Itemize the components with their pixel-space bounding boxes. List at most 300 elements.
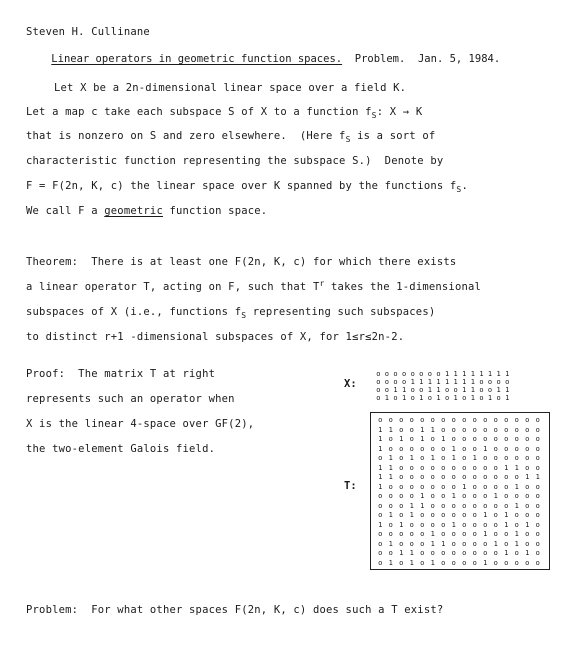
t-matrix-row <box>375 549 547 559</box>
x-matrix-cell: o <box>393 394 398 402</box>
x-matrix-cell: 1 <box>462 386 467 394</box>
author-line: Steven H. Cullinane <box>26 26 150 38</box>
t-matrix-cell: o <box>472 416 477 424</box>
t-matrix-cell: o <box>525 416 530 424</box>
x-matrix-row <box>374 386 512 394</box>
x-matrix-row <box>374 378 512 386</box>
t-matrix-cell: o <box>514 511 519 519</box>
t-matrix-cell: o <box>462 549 467 557</box>
t-matrix-cell: o <box>399 511 404 519</box>
x-matrix-cell: 1 <box>436 394 441 402</box>
x-matrix-cell: o <box>427 394 432 402</box>
t-matrix-cell: o <box>441 530 446 538</box>
t-matrix-cell: o <box>451 558 456 567</box>
t-matrix-cell: 1 <box>420 492 425 500</box>
x-matrix-cell: o <box>496 394 501 402</box>
t-matrix-cell: o <box>514 520 519 529</box>
t-matrix-cell: o <box>514 416 519 424</box>
t-matrix-cell: 1 <box>504 511 509 519</box>
t-matrix-cell: o <box>441 482 446 491</box>
t-matrix-row <box>375 464 547 474</box>
x-label: X: <box>344 378 357 390</box>
t-matrix-cell: 1 <box>388 511 393 519</box>
t-matrix-cell: 1 <box>483 511 488 519</box>
t-matrix-cell: 1 <box>514 539 519 548</box>
t-matrix-cell: o <box>493 511 498 519</box>
t-matrix-cell: o <box>409 463 414 472</box>
t-matrix-cell: o <box>493 416 498 424</box>
t-matrix-cell: o <box>441 473 446 481</box>
t-matrix-cell: o <box>514 549 519 557</box>
t-matrix-cell: o <box>378 530 383 538</box>
t-matrix-cell: o <box>472 444 477 453</box>
intro-line-3: that is nonzero on S and zero elsewhere. (Here $f_S$ is a sort of <box>26 130 436 144</box>
t-matrix-cell: o <box>525 463 530 472</box>
x-matrix-cell: 1 <box>436 378 441 386</box>
t-matrix-cell: o <box>378 501 383 510</box>
t-matrix-cell: 1 <box>409 558 414 567</box>
x-matrix-cell: o <box>384 386 389 394</box>
t-matrix-cell: o <box>462 558 467 567</box>
t-matrix-cell: 1 <box>462 482 467 491</box>
t-matrix-cell: o <box>420 473 425 481</box>
t-matrix-cell: o <box>409 416 414 424</box>
x-matrix-cell: 1 <box>462 378 467 386</box>
t-matrix-cell: o <box>535 492 540 500</box>
t-matrix-cell: o <box>504 558 509 567</box>
intro-line-1: Let X be a 2n-dimensional linear space over a field K. <box>54 82 407 94</box>
t-matrix-cell: o <box>504 539 509 548</box>
t-matrix-cell: 1 <box>378 425 383 434</box>
t-matrix-cell: o <box>525 501 530 510</box>
t-matrix-cell: o <box>535 482 540 491</box>
t-matrix-cell: 1 <box>441 435 446 443</box>
t-matrix-cell: o <box>399 482 404 491</box>
t-matrix-row <box>375 454 547 464</box>
t-matrix-cell: 1 <box>388 539 393 548</box>
t-matrix-cell: o <box>535 511 540 519</box>
t-matrix-cell: 1 <box>525 473 530 481</box>
t-matrix-cell: 1 <box>420 501 425 510</box>
t-matrix-cell: 1 <box>378 482 383 491</box>
t-matrix-cell: 1 <box>378 473 383 481</box>
x-matrix-cell: 1 <box>505 394 510 402</box>
t-matrix-cell: o <box>504 492 509 500</box>
x-matrix-cell: 1 <box>462 370 467 378</box>
x-matrix-cell: o <box>419 370 424 378</box>
t-matrix-cell: 1 <box>430 454 435 462</box>
doc-title: Linear operators in geometric function spaces. <box>51 53 343 65</box>
t-matrix-cell: o <box>451 482 456 491</box>
t-matrix-cell: o <box>504 473 509 481</box>
t-matrix-cell: o <box>472 539 477 548</box>
t-matrix-row <box>375 435 547 445</box>
x-matrix-cell: o <box>479 394 484 402</box>
t-matrix-cell: o <box>420 511 425 519</box>
x-matrix-cell: o <box>444 394 450 402</box>
t-matrix-cell: 1 <box>483 530 488 538</box>
t-matrix-cell: o <box>409 492 414 500</box>
x-matrix-cell: 1 <box>410 378 415 386</box>
t-matrix-cell: o <box>420 549 425 557</box>
t-matrix-cell: o <box>504 416 509 424</box>
t-matrix-cell: o <box>483 492 488 500</box>
t-matrix-cell: o <box>378 416 383 424</box>
x-matrix-row <box>374 394 512 402</box>
x-matrix-cell: o <box>505 378 510 386</box>
x-matrix-cell: 1 <box>496 370 501 378</box>
t-matrix-cell: 1 <box>420 435 425 443</box>
t-matrix-cell: o <box>504 501 509 510</box>
t-matrix-cell: o <box>420 463 425 472</box>
t-matrix-cell: 1 <box>483 444 488 453</box>
x-matrix-cell: 1 <box>453 378 458 386</box>
t-matrix-cell: o <box>462 520 467 529</box>
t-matrix-cell: o <box>535 435 540 443</box>
t-matrix-cell: 1 <box>388 558 393 567</box>
t-matrix-cell: o <box>430 549 435 557</box>
t-matrix-cell: o <box>430 501 435 510</box>
t-matrix-cell: o <box>472 530 477 538</box>
t-matrix-cell: o <box>472 558 477 567</box>
t-matrix-cell: o <box>420 558 425 567</box>
t-matrix-cell: o <box>399 463 404 472</box>
t-matrix-cell: o <box>441 511 446 519</box>
t-label: T: <box>344 480 357 492</box>
t-matrix-cell: o <box>430 511 435 519</box>
t-matrix-cell: 1 <box>535 473 540 481</box>
t-matrix-cell: 1 <box>399 549 404 557</box>
x-matrix-cell: o <box>462 394 467 402</box>
t-matrix-cell: o <box>525 511 530 519</box>
t-matrix-cell: 1 <box>451 520 456 529</box>
t-matrix-cell: o <box>420 444 425 453</box>
t-matrix-cell: 1 <box>409 549 414 557</box>
t-matrix-cell: o <box>441 558 446 567</box>
t-matrix-cell: o <box>409 425 414 434</box>
t-matrix-cell: o <box>493 530 498 538</box>
t-matrix-row <box>375 559 547 569</box>
t-matrix-cell: 1 <box>409 501 414 510</box>
t-matrix-cell: o <box>525 454 530 462</box>
t-matrix-cell: o <box>378 539 383 548</box>
t-matrix-cell: 1 <box>378 435 383 443</box>
x-matrix-cell: o <box>376 394 381 402</box>
x-matrix-cell: 1 <box>427 378 432 386</box>
x-matrix-cell: o <box>496 378 501 386</box>
t-matrix-cell: o <box>472 520 477 529</box>
proof-line-3: X is the linear 4-space over GF(2), <box>26 418 255 430</box>
t-matrix-cell: o <box>399 416 404 424</box>
t-matrix-cell: o <box>388 416 393 424</box>
t-matrix-cell: o <box>525 539 530 548</box>
t-matrix-cell: o <box>525 530 530 538</box>
t-matrix-cell: o <box>493 482 498 491</box>
x-matrix-cell: o <box>376 370 381 378</box>
t-matrix-cell: o <box>472 511 477 519</box>
x-matrix-cell: o <box>401 370 407 378</box>
t-matrix-cell: o <box>451 435 456 443</box>
t-matrix-cell: o <box>535 558 540 567</box>
t-matrix-cell: o <box>462 425 467 434</box>
t-matrix-cell: o <box>420 416 425 424</box>
problem-line: Problem: For what other spaces F(2n, K, c) does such a T exist? <box>26 604 444 616</box>
x-matrix-cell: 1 <box>505 386 510 394</box>
doc-date: Jan. 5, 1984. <box>417 53 501 65</box>
t-matrix-cell: o <box>535 501 540 510</box>
t-matrix-cell: o <box>483 425 488 434</box>
theorem-line-1: Theorem: There is at least one F(2n, K, c) for which there exists <box>26 256 457 268</box>
t-matrix-cell: 1 <box>388 473 393 481</box>
t-matrix-row <box>375 426 547 436</box>
t-matrix-cell: o <box>504 454 509 462</box>
t-matrix-cell: 1 <box>388 463 393 472</box>
t-matrix-cell: o <box>441 501 446 510</box>
t-matrix-cell: o <box>378 549 383 557</box>
t-matrix-cell: o <box>483 520 488 529</box>
t-matrix-cell: o <box>462 416 467 424</box>
t-matrix-cell: o <box>388 435 393 443</box>
t-matrix-cell: o <box>451 463 456 472</box>
t-matrix-cell: o <box>535 425 540 434</box>
x-matrix-row <box>374 370 512 378</box>
t-matrix-cell: o <box>451 501 456 510</box>
t-matrix-row <box>375 530 547 540</box>
x-matrix-cell: o <box>479 386 484 394</box>
proof-line-2: represents such an operator when <box>26 393 235 405</box>
t-matrix-cell: o <box>441 549 446 557</box>
t-matrix-cell: o <box>399 492 404 500</box>
t-matrix-cell: 1 <box>430 539 435 548</box>
t-matrix-cell: 1 <box>409 454 414 462</box>
x-matrix-cell: 1 <box>453 394 458 402</box>
t-matrix-cell: o <box>409 530 414 538</box>
t-matrix-cell: o <box>525 435 530 443</box>
t-matrix-cell: o <box>462 539 467 548</box>
t-matrix-cell: o <box>483 482 488 491</box>
x-matrix-cell: 1 <box>479 370 484 378</box>
t-matrix-cell: o <box>409 520 414 529</box>
t-matrix-cell: o <box>462 501 467 510</box>
t-matrix-cell: o <box>441 520 446 529</box>
t-matrix-cell: o <box>409 435 414 443</box>
t-matrix-cell: o <box>378 454 383 462</box>
x-matrix-cell: 1 <box>487 394 493 402</box>
t-matrix-cell: o <box>378 492 383 500</box>
t-matrix-cell: o <box>504 444 509 453</box>
t-matrix-cell: o <box>493 520 498 529</box>
t-matrix-cell: 1 <box>399 520 404 529</box>
t-matrix-cell: o <box>472 463 477 472</box>
x-matrix-cell: o <box>384 370 389 378</box>
t-matrix-cell: o <box>388 492 393 500</box>
t-matrix-cell: o <box>399 530 404 538</box>
x-matrix-cell: 1 <box>505 370 510 378</box>
t-matrix-cell: o <box>472 435 477 443</box>
t-matrix-cell: o <box>483 435 488 443</box>
t-matrix-cell: o <box>493 454 498 462</box>
intro-line-6: We call F a geometric function space. <box>26 205 268 217</box>
t-matrix-cell: o <box>409 539 414 548</box>
t-matrix-row <box>375 416 547 426</box>
t-matrix-cell: o <box>462 511 467 519</box>
t-matrix-cell: o <box>399 454 404 462</box>
t-matrix-cell: o <box>483 501 488 510</box>
t-matrix-row <box>375 521 547 531</box>
t-matrix-cell: o <box>462 473 467 481</box>
x-matrix-cell: 1 <box>444 370 450 378</box>
t-matrix-cell: 1 <box>504 549 509 557</box>
t-matrix-cell: 1 <box>388 425 393 434</box>
t-matrix-cell: 1 <box>504 520 509 529</box>
x-matrix-cell: o <box>410 370 415 378</box>
t-matrix-cell: o <box>462 444 467 453</box>
t-matrix-cell: o <box>504 425 509 434</box>
t-matrix-cell: 1 <box>378 463 383 472</box>
t-matrix-cell: o <box>462 492 467 500</box>
t-matrix-cell: o <box>472 501 477 510</box>
t-matrix-cell: o <box>483 549 488 557</box>
doc-kind: Problem. <box>354 53 406 65</box>
t-matrix-cell: o <box>388 520 393 529</box>
x-matrix-cell: o <box>376 386 381 394</box>
t-matrix-cell: o <box>493 463 498 472</box>
t-matrix-cell: o <box>472 425 477 434</box>
t-matrix-cell: o <box>388 501 393 510</box>
proof-line-1: Proof: The matrix T at right <box>26 368 216 380</box>
t-matrix-cell: o <box>451 539 456 548</box>
t-matrix-cell: o <box>430 492 435 500</box>
t-matrix-cell: o <box>525 482 530 491</box>
x-matrix-cell: o <box>487 378 493 386</box>
t-matrix-cell: 1 <box>493 492 498 500</box>
t-matrix-cell: o <box>430 435 435 443</box>
t-matrix-cell: 1 <box>493 539 498 548</box>
t-matrix-cell: o <box>409 473 414 481</box>
x-matrix-cell: 1 <box>470 378 475 386</box>
t-matrix-row <box>375 502 547 512</box>
t-matrix-cell: o <box>535 530 540 538</box>
intro-line-5: F = F(2n, K, c) the linear space over K spanned by the functions $f_S$. <box>26 180 468 194</box>
t-matrix-cell: o <box>441 463 446 472</box>
t-matrix-cell: 1 <box>483 558 488 567</box>
x-matrix-cell: 1 <box>384 394 389 402</box>
t-matrix-cell: 1 <box>378 520 383 529</box>
t-matrix-cell: 1 <box>399 435 404 443</box>
t-matrix-cell: o <box>451 549 456 557</box>
x-matrix-cell: o <box>410 394 415 402</box>
t-matrix-cell: o <box>420 530 425 538</box>
t-matrix-cell: o <box>493 435 498 443</box>
x-matrix-cell: o <box>453 386 458 394</box>
t-matrix-cell: o <box>430 482 435 491</box>
x-matrix-cell: 1 <box>470 386 475 394</box>
t-matrix-cell: o <box>535 454 540 462</box>
t-matrix-cell: o <box>409 482 414 491</box>
t-matrix-row <box>375 473 547 483</box>
x-matrix-cell: o <box>444 386 450 394</box>
t-matrix-cell: o <box>399 473 404 481</box>
x-matrix-cell: o <box>393 370 398 378</box>
t-matrix-cell: o <box>399 539 404 548</box>
x-matrix-cell: 1 <box>470 394 475 402</box>
t-matrix-cell: 1 <box>441 539 446 548</box>
intro-line-2: Let a map c take each subspace S of X to a function $f_S$: X → K <box>26 106 423 120</box>
t-matrix-cell: o <box>493 549 498 557</box>
t-matrix-cell: o <box>504 530 509 538</box>
t-matrix-cell: o <box>399 558 404 567</box>
t-matrix-row <box>375 445 547 455</box>
t-matrix-cell: 1 <box>378 444 383 453</box>
t-matrix-cell: o <box>535 444 540 453</box>
t-matrix-cell: o <box>462 530 467 538</box>
x-matrix-cell: 1 <box>453 370 458 378</box>
t-matrix-cell: 1 <box>451 444 456 453</box>
t-matrix-cell: o <box>472 482 477 491</box>
t-matrix-cell: o <box>514 454 519 462</box>
t-matrix-cell: o <box>430 473 435 481</box>
t-matrix-cell: 1 <box>514 530 519 538</box>
t-matrix-cell: 1 <box>451 492 456 500</box>
t-matrix-cell: o <box>430 520 435 529</box>
x-matrix <box>374 370 512 402</box>
t-matrix-row <box>375 511 547 521</box>
x-matrix-cell: o <box>427 370 432 378</box>
x-matrix-cell: 1 <box>401 394 407 402</box>
t-matrix-cell: o <box>472 492 477 500</box>
t-matrix-cell: 1 <box>472 454 477 462</box>
t-matrix-cell: o <box>504 435 509 443</box>
t-matrix-cell: 1 <box>430 558 435 567</box>
t-matrix-cell: o <box>462 463 467 472</box>
t-matrix-cell: o <box>493 501 498 510</box>
t-matrix-cell: o <box>504 482 509 491</box>
x-matrix-cell: 1 <box>487 370 493 378</box>
t-matrix-cell: o <box>378 558 383 567</box>
x-matrix-cell: 1 <box>393 386 398 394</box>
t-matrix-cell: o <box>441 454 446 462</box>
x-matrix-cell: 1 <box>436 386 441 394</box>
t-matrix-cell: o <box>514 425 519 434</box>
x-matrix-cell: 1 <box>419 378 424 386</box>
t-matrix-cell: o <box>462 435 467 443</box>
t-matrix-cell: 1 <box>420 425 425 434</box>
t-matrix-cell: o <box>388 482 393 491</box>
t-matrix-cell: o <box>388 444 393 453</box>
x-matrix-cell: 1 <box>470 370 475 378</box>
t-matrix-cell: o <box>462 454 467 462</box>
t-matrix-cell: 1 <box>504 463 509 472</box>
t-matrix-cell: o <box>493 473 498 481</box>
theorem-line-2: a linear operator T, acting on F, such that $T^r$ takes the 1-dimensional <box>26 279 482 293</box>
t-matrix-cell: o <box>420 539 425 548</box>
t-matrix-cell: o <box>525 444 530 453</box>
t-matrix-cell: o <box>441 425 446 434</box>
x-matrix-cell: 1 <box>496 386 501 394</box>
t-matrix-cell: 1 <box>525 549 530 557</box>
t-matrix-cell: o <box>441 416 446 424</box>
t-matrix-cell: o <box>409 444 414 453</box>
t-matrix-cell: 1 <box>409 511 414 519</box>
theorem-line-3: subspaces of X (i.e., functions $f_S$ representing such subspaces) <box>26 306 436 320</box>
title-line <box>26 40 558 79</box>
t-matrix-cell: o <box>514 444 519 453</box>
x-matrix-cell: o <box>393 378 398 386</box>
t-matrix-cell: 1 <box>514 463 519 472</box>
t-matrix-row <box>375 492 547 502</box>
x-matrix-cell: o <box>487 386 493 394</box>
t-matrix-cell: o <box>483 473 488 481</box>
